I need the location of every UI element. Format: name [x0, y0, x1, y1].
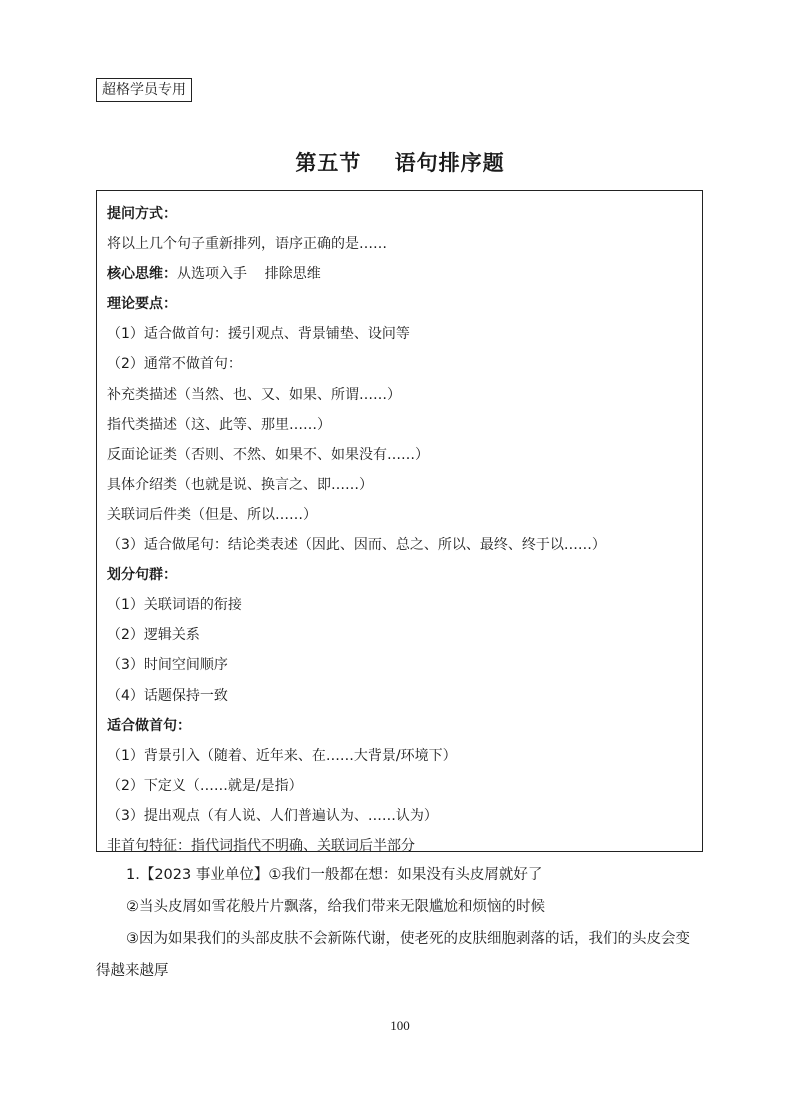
student-only-stamp: 超格学员专用 [96, 78, 192, 102]
core-thinking-line [107, 259, 692, 289]
question-line: 1.【2023 事业单位】①我们一般都在想：如果没有头皮屑就好了 [126, 867, 543, 883]
theory-item: 补充类描述（当然、也、又、如果、所谓……） [107, 386, 401, 403]
first-sentence-item: （1）背景引入（随着、近年来、在……大背景/环境下） [107, 747, 457, 764]
theory-item: 关联词后件类（但是、所以……） [107, 506, 317, 523]
theory-item: 具体介绍类（也就是说、换言之、即……） [107, 476, 373, 493]
first-sentence-item: （2）下定义（……就是/是指） [107, 777, 303, 794]
question-block [96, 859, 708, 987]
non-first-feature: 非首句特征：指代词指代不明确、关联词后半部分 [107, 837, 415, 854]
question-line: ②当头皮屑如雪花般片片飘落，给我们带来无限尴尬和烦恼的时候 [126, 899, 545, 915]
section-title: 第五节 语句排序题 [295, 151, 505, 175]
core-text: 从选项入手 排除思维 [177, 266, 321, 283]
ask-text: 将以上几个句子重新排列，语序正确的是…… [107, 236, 387, 253]
theory-item: 指代类描述（这、此等、那里……） [107, 416, 331, 433]
ask-label: 提问方式： [107, 206, 177, 222]
page-number: 100 [390, 1018, 410, 1033]
group-item: （2）逻辑关系 [107, 627, 200, 644]
first-sentence-label: 适合做首句： [107, 717, 191, 734]
theory-item: 反面论证类（否则、不然、如果不、如果没有……） [107, 446, 429, 463]
question-line: ③因为如果我们的头部皮肤不会新陈代谢，使老死的皮肤细胞剥落的话，我们的头皮会变 [126, 931, 690, 947]
core-label: 核心思维： [107, 266, 177, 283]
group-label: 划分句群： [107, 567, 177, 584]
theory-item: （1）适合做首句：援引观点、背景铺垫、设问等 [107, 326, 410, 343]
theory-item: （2）通常不做首句： [107, 356, 242, 373]
theory-item: （3）适合做尾句：结论类表述（因此、因而、总之、所以、最终、终于以……） [107, 537, 606, 554]
theory-label: 理论要点： [107, 296, 177, 313]
summary-box [96, 190, 703, 852]
group-item: （3）时间空间顺序 [107, 657, 228, 674]
question-line: 得越来越厚 [96, 963, 169, 979]
group-item: （4）话题保持一致 [107, 687, 228, 704]
first-sentence-item: （3）提出观点（有人说、人们普遍认为、……认为） [107, 807, 438, 824]
group-item: （1）关联词语的衔接 [107, 597, 242, 614]
